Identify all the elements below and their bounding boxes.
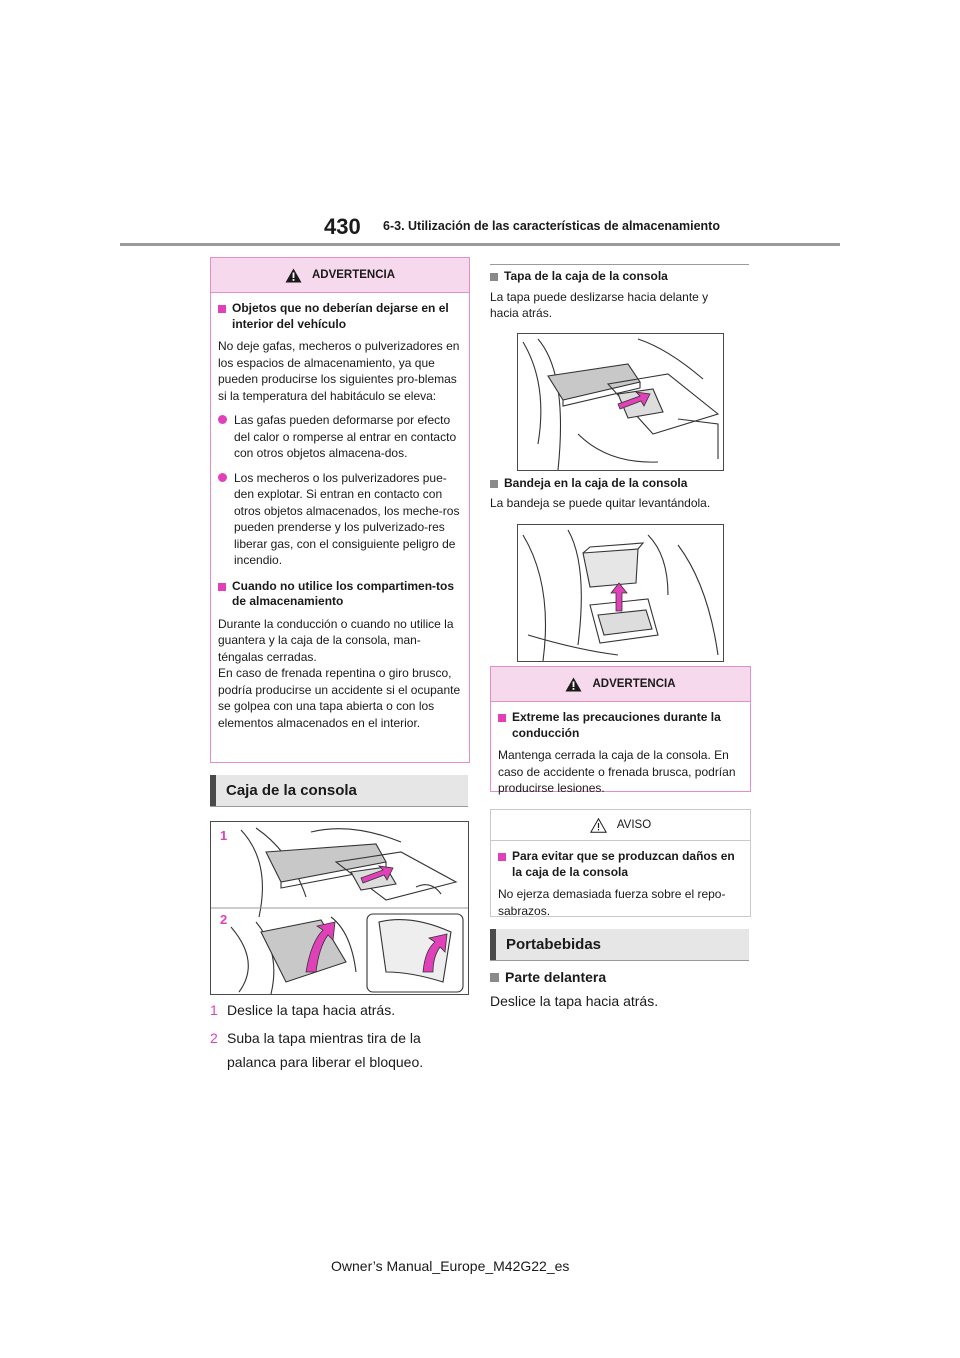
caution-triangle-icon — [590, 818, 607, 833]
warning-triangle-icon — [285, 268, 302, 283]
square-bullet-icon — [490, 273, 498, 281]
section-title: Portabebidas — [506, 936, 602, 953]
square-bullet-icon — [498, 714, 506, 722]
square-bullet-icon — [498, 853, 506, 861]
warning-box-driving — [490, 666, 751, 795]
tray-text: La bandeja se puede quitar levantándola. — [490, 496, 711, 510]
notice-paragraph: No ejerza demasiada fuerza sobre el repo-sabrazos. — [498, 887, 726, 918]
warning-subheading: Cuando no utilice los compartimen-tos de almacenamiento — [218, 579, 462, 610]
notice-subheading: Para evitar que se produzcan daños en la caja de la consola — [498, 849, 743, 880]
front-heading: Parte delantera — [490, 969, 749, 985]
warning-paragraph: Mantenga cerrada la caja de la consola. En caso de accidente o frenada brusca, podrían producirse lesiones. — [498, 748, 736, 795]
warning-subheading: Objetos que no deberían dejarse en el interior del vehículo — [218, 301, 462, 332]
lid-heading: Tapa de la caja de la consola — [490, 269, 749, 283]
section-title-band — [490, 929, 749, 961]
console-tray-illustration — [517, 524, 724, 662]
warning-box-objects — [210, 257, 470, 763]
bullet-item: Los mecheros o los pulverizadores pue-den explotar. Si entran en contacto con otros objetos almacenados, los meche-ros pueden prenderse y los pulverizado-res liberar gas, con el consiguiente peligro de incendio. — [218, 470, 462, 569]
notice-box — [490, 809, 751, 917]
warning-title: ADVERTENCIA — [592, 678, 676, 690]
notice-title: AVISO — [616, 819, 652, 831]
square-bullet-icon — [490, 480, 498, 488]
bullet-item: Las gafas pueden deformarse por efecto del calor o romperse al entrar en contacto con otros objetos almacena-dos. — [218, 412, 462, 462]
square-bullet-icon — [218, 305, 226, 313]
front-text: Deslice la tapa hacia atrás. — [490, 993, 659, 1009]
section-title-band — [210, 775, 468, 807]
header-rule — [120, 243, 840, 246]
notice-header — [491, 810, 750, 841]
warning-subheading: Extreme las precauciones durante la conducción — [498, 710, 743, 741]
section-title: Caja de la consola — [226, 782, 357, 799]
column-rule — [490, 264, 749, 265]
warning-title: ADVERTENCIA — [311, 269, 396, 281]
console-lid-illustration — [517, 333, 724, 471]
square-bullet-icon — [218, 583, 226, 591]
step-item: 2 Suba la tapa mientras tira de la palanca para liberar el bloqueo. — [210, 1030, 424, 1070]
lid-text: La tapa puede deslizarse hacia delante y hacia atrás. — [490, 290, 709, 320]
figure-label-2: 2 — [220, 912, 228, 927]
dot-bullet-icon — [218, 415, 227, 424]
dot-bullet-icon — [218, 473, 227, 482]
warning-paragraph: No deje gafas, mecheros o pulverizadores en los espacios de almacenamiento, ya que pueden producirse los siguientes pro-blemas si la temperatura del habitáculo se eleva: — [218, 339, 460, 403]
tray-heading: Bandeja en la caja de la consola — [490, 476, 749, 490]
step-list — [210, 998, 468, 1074]
section-header: 6-3. Utilización de las características de almacenamiento — [383, 219, 720, 233]
figure-label-1: 1 — [220, 828, 228, 843]
warning-paragraph: Durante la conducción o cuando no utilice la guantera y la caja de la consola, man-téngalas cerradas. En caso de frenada repentina o giro brusco, podría producirse un accidente si el ocupante se golpea con una tapa abierta o con los elementos almacenados en el interior. — [218, 616, 461, 730]
square-bullet-icon — [490, 973, 499, 982]
warning-header — [491, 667, 750, 702]
console-box-illustration — [210, 821, 469, 995]
warning-triangle-icon — [565, 677, 582, 692]
step-item: 1 Deslice la tapa hacia atrás. — [210, 1002, 396, 1018]
page-number: 430 — [324, 214, 361, 239]
footer-text: Owner’s Manual_Europe_M42G22_es — [331, 1258, 570, 1274]
warning-header — [211, 258, 469, 293]
